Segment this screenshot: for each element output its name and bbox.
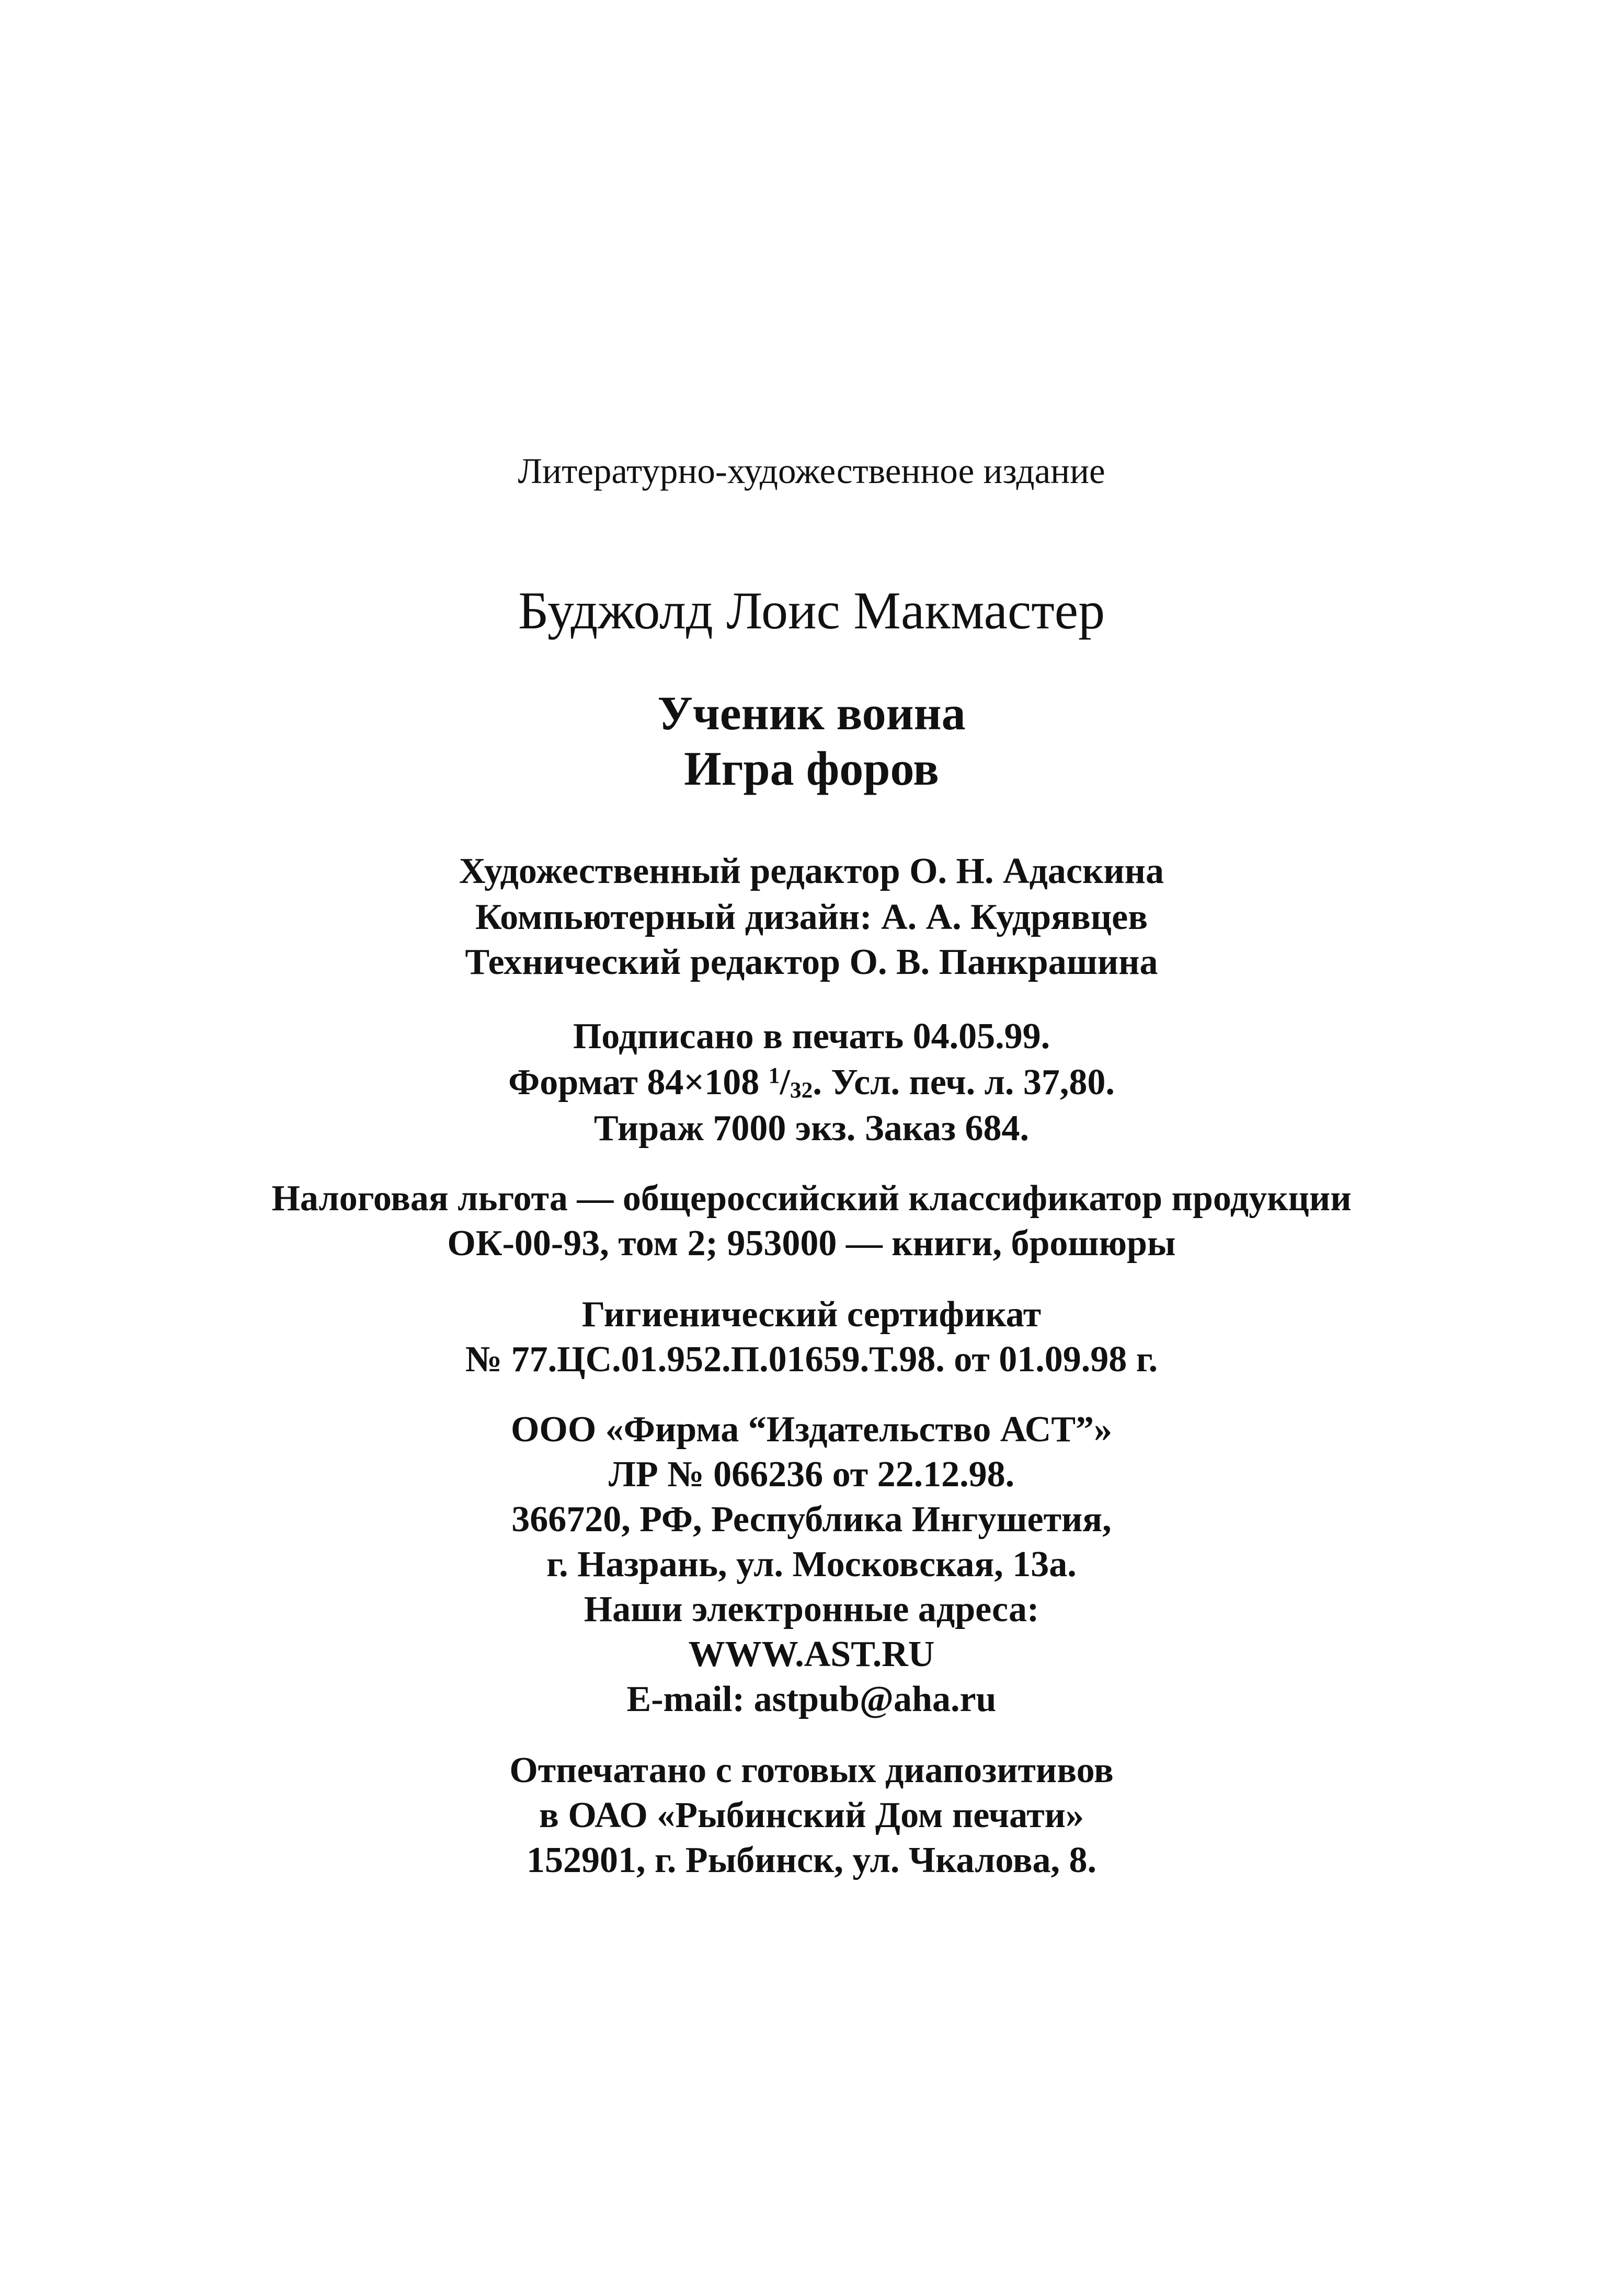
hygiene-cert-title: Гигиенический сертификат — [581, 1294, 1042, 1335]
publisher-web-label: Наши электронные адреса: — [584, 1589, 1039, 1629]
printer-address: 152901, г. Рыбинск, ул. Чкалова, 8. — [527, 1840, 1096, 1880]
book-title-1: Ученик воина — [657, 686, 966, 740]
publisher-website: WWW.AST.RU — [688, 1634, 935, 1674]
signed-to-print: Подписано в печать 04.05.99. — [573, 1016, 1050, 1057]
printer-line-1: Отпечатано с готовых диапозитивов — [509, 1750, 1114, 1790]
printer-line-2: в ОАО «Рыбинский Дом печати» — [539, 1795, 1084, 1835]
publisher-email: E-mail: astpub@aha.ru — [626, 1679, 997, 1719]
publisher-address-2: г. Назрань, ул. Московская, 13а. — [546, 1544, 1077, 1585]
publisher-license: ЛР № 066236 от 22.12.98. — [608, 1454, 1015, 1495]
tax-line-1: Налоговая льгота — общероссийский классификатор продукции — [271, 1178, 1352, 1219]
credit-tech-editor: Технический редактор О. В. Панкрашина — [465, 942, 1158, 982]
genre-line: Литературно-художественное издание — [518, 451, 1105, 491]
tax-line-2: ОК-00-93, том 2; 953000 — книги, брошюры — [447, 1223, 1176, 1264]
author-name: Буджолд Лоис Макмастер — [518, 581, 1105, 640]
hygiene-cert-number: № 77.ЦС.01.952.П.01659.Т.98. от 01.09.98 г. — [465, 1339, 1158, 1380]
credit-design: Компьютерный дизайн: А. А. Кудрявцев — [475, 897, 1148, 937]
book-title-2: Игра форов — [684, 742, 939, 795]
format-numerator: 1 — [768, 1063, 780, 1088]
format-denominator: 32 — [790, 1077, 813, 1103]
publisher-name: ООО «Фирма “Издательство АСТ”» — [510, 1409, 1113, 1450]
publisher-address-1: 366720, РФ, Республика Ингушетия, — [511, 1499, 1112, 1540]
format-suffix: . Усл. печ. л. 37,80. — [813, 1062, 1115, 1103]
format-line: Формат 84×108 $^1/_{32}$. Усл. печ. л. 37,80. — [508, 1062, 1115, 1103]
format-prefix: Формат 84×108 — [508, 1062, 769, 1103]
print-run: Тираж 7000 экз. Заказ 684. — [593, 1108, 1030, 1149]
credit-art-editor: Художественный редактор О. Н. Адаскина — [459, 851, 1164, 891]
